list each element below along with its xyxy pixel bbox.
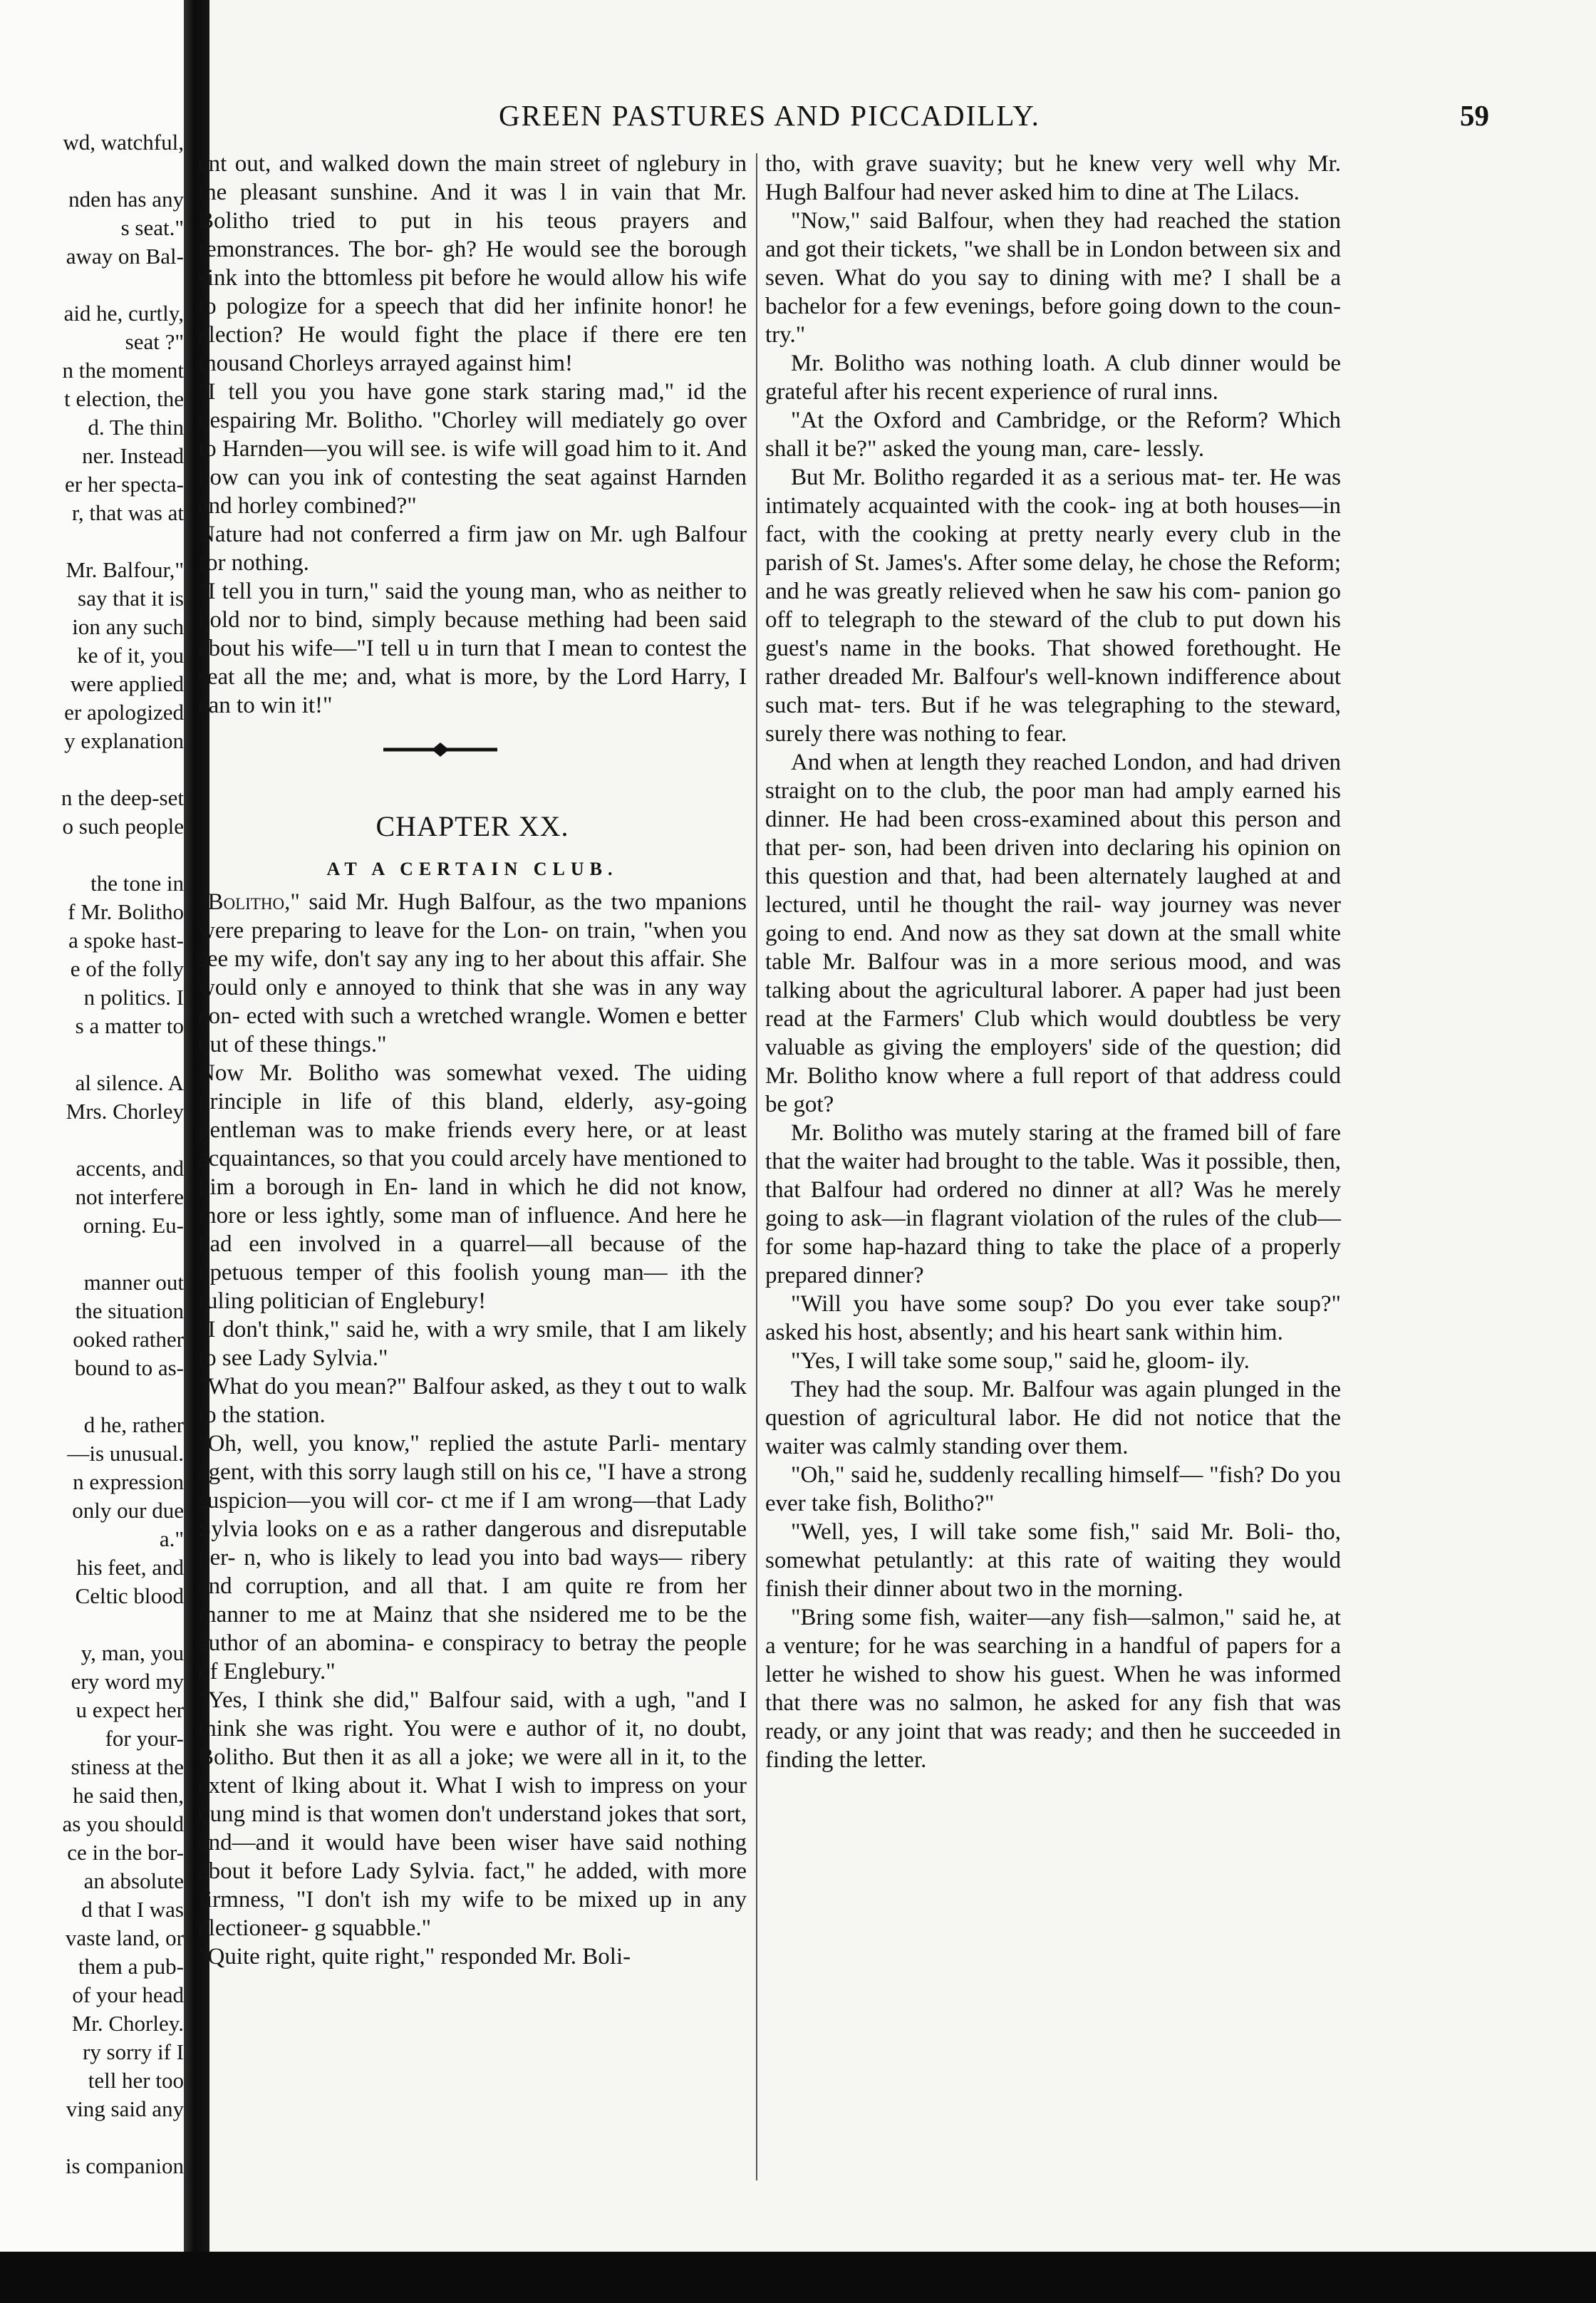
fragment-line: not interfere xyxy=(75,1184,184,1209)
paragraph xyxy=(765,1603,1341,1774)
fragment-line: the situation xyxy=(75,1298,184,1323)
paragraph-text: They had the soup. Mr. Balfour was again plunged in the question of agricultural labor. He did not notice that the waiter was calmly standing over them. xyxy=(765,1377,1341,1459)
fragment-line: them a pub- xyxy=(78,1954,184,1979)
fragment-line: er her specta- xyxy=(65,472,184,497)
fragment-line: were applied xyxy=(70,671,184,696)
chapter-title: CHAPTER XX. xyxy=(375,810,569,842)
paragraph xyxy=(198,1942,747,1971)
paragraph xyxy=(765,1290,1341,1347)
paragraph xyxy=(198,1372,747,1429)
paragraph xyxy=(765,406,1341,463)
fragment-line: Celtic blood xyxy=(75,1583,184,1608)
fragment-line: ving said any xyxy=(66,2096,184,2121)
fragment-line: a spoke hast- xyxy=(68,928,184,953)
fragment-line: he said then, xyxy=(73,1783,184,1808)
section-ornament xyxy=(383,741,497,758)
fragment-line: o such people xyxy=(62,814,184,839)
paragraph-text: Mr. Bolitho was nothing loath. A club dinner would be grateful after his recent experience of rural inns. xyxy=(765,351,1341,405)
column-rule xyxy=(756,153,757,2180)
paragraph-text: "Yes, I will take some soup," said he, gloom- ily. xyxy=(791,1348,1250,1374)
fragment-line: Mr. Balfour," xyxy=(66,557,184,582)
fragment-line: the tone in xyxy=(90,871,184,896)
fragment-line: stiness at the xyxy=(71,1754,184,1779)
fragment-line: accents, and xyxy=(76,1156,184,1181)
paragraph xyxy=(765,207,1341,349)
fragment-line: nden has any xyxy=(68,187,184,212)
paragraph-text: "I tell you you have gone stark staring mad," id the despairing Mr. Bolitho. "Chorley will mediately go over to Harnden—you will see. is wife will goad him to it. And how can you ink of contesting the seat against Harnden and horley combined?" xyxy=(198,379,747,519)
chapter-lead-word: "Bolitho," xyxy=(198,889,309,915)
fragment-line: ry sorry if I xyxy=(82,2039,184,2064)
fragment-line: r, that was at xyxy=(71,500,184,525)
paragraph-text: "Oh, well, you know," replied the astute Parli- mentary agent, with this sorry laugh still on his ce, "I have a strong suspicion—you will cor- ct me if I am wrong—that Lady Sylvia looks on e as a rather dangerous and disreputable per- n, who is likely to lead you into bad ways— ribery and corruption, and all that. I am quite re from her manner to me at Mainz that she nsidered me to be the author of an abomina- e conspiracy to betray the people of Englebury." xyxy=(198,1431,747,1684)
paragraph-text: Mr. Bolitho was mutely staring at the framed bill of fare that the waiter had brought to the table. Was it possible, then, that Balfour had ordered no dinner at all? Was he merely going to ask—in flagrant violation of the rules of the club—for some hap-hazard thing to take the place of a properly prepared dinner? xyxy=(765,1120,1341,1288)
fragment-line: as you should xyxy=(62,1811,184,1836)
fragment-line: ce in the bor- xyxy=(67,1840,184,1865)
fragment-line: d he, rather xyxy=(83,1412,184,1437)
paragraph xyxy=(765,1119,1341,1290)
fragment-line: d that I was xyxy=(81,1897,184,1922)
fragment-line: seat ?" xyxy=(125,329,184,354)
paragraph-text: "Bring some fish, waiter—any fish—salmon," said he, at a venture; for he was searching in a handful of papers for a letter he wished to show his guest. When he was informed that there was no salmon, he asked for any fish that was ready, or any joint that was ready; and then he succeeded in finding the letter. xyxy=(765,1605,1341,1773)
fragment-line: t election, the xyxy=(64,386,184,411)
page-number: 59 xyxy=(1460,99,1489,132)
fragment-line: ner. Instead xyxy=(82,443,184,468)
fragment-line: —is unusual. xyxy=(67,1441,184,1466)
fragment-line: vaste land, or xyxy=(65,1925,184,1950)
fragment-line: for your- xyxy=(105,1726,184,1751)
fragment-line: s a matter to xyxy=(75,1013,184,1038)
scan-edge xyxy=(0,2252,1596,2303)
paragraph xyxy=(198,1429,747,1686)
paragraph xyxy=(198,1059,747,1315)
paragraph xyxy=(765,1375,1341,1461)
paragraph xyxy=(765,349,1341,406)
fragment-line: n the deep-set xyxy=(61,785,184,810)
paragraph-text: "Well, yes, I will take some fish," said Mr. Boli- tho, somewhat petulantly: at this rate of waiting they would finish their dinner about two in the morning. xyxy=(765,1519,1341,1602)
paragraph xyxy=(198,378,747,520)
paragraph xyxy=(765,150,1341,207)
fragment-line: er apologized xyxy=(64,700,184,725)
paragraph xyxy=(765,748,1341,1119)
paragraph-text: "I tell you in turn," said the young man, who as neither to hold nor to bind, simply because mething had been said about his wife—"I tell u in turn that I mean to contest the seat all the me; and, what is more, by the Lord Harry, I ean to win it!" xyxy=(198,579,747,718)
paragraph-text: "What do you mean?" Balfour asked, as they t out to walk to the station. xyxy=(198,1374,747,1428)
paragraph-text: ent out, and walked down the main street of nglebury in the pleasant sunshine. And it was l in vain that Mr. Bolitho tried to put in his teous prayers and remonstrances. The bor- gh? He would see the borough sink into the bttomless pit before he would allow his wife to pologize for a speech that did her infinite honor! he election? He would fight the place if there ere ten thousand Chorleys arrayed against him! xyxy=(198,151,747,376)
fragment-line: manner out xyxy=(83,1270,184,1295)
fragment-line: his feet, and xyxy=(76,1555,184,1580)
right-column xyxy=(765,150,1341,1774)
fragment-line: ke of it, you xyxy=(77,643,184,668)
fragment-line: Mr. Chorley. xyxy=(71,2011,184,2036)
fragment-line: wd, watchful, xyxy=(63,130,184,155)
fragment-line: of your head xyxy=(72,1982,184,2007)
paragraph-text: "Yes, I think she did," Balfour said, with a ugh, "and I think she was right. You were e author of it, no doubt, Bolitho. But then it as all a joke; we were all in it, to the extent of lking about it. What I wish to impress on your oung mind is that women don't understand jokes that sort, and—and it would have been wiser have said nothing about it before Lady Sylvia. fact," he added, with more firmness, "I don't ish my wife to be mixed up in any electioneer- g squabble." xyxy=(198,1687,747,1941)
paragraph xyxy=(765,1347,1341,1375)
paragraph xyxy=(198,520,747,577)
running-title: GREEN PASTURES AND PICCADILLY. xyxy=(499,99,1040,132)
fragment-line: al silence. A xyxy=(75,1070,184,1095)
paragraph-text: tho, with grave suavity; but he knew very well why Mr. Hugh Balfour had never asked him to dine at The Lilacs. xyxy=(765,151,1341,205)
fragment-line: n expression xyxy=(73,1469,184,1494)
paragraph-text: Now Mr. Bolitho was somewhat vexed. The uiding principle in life of this bland, elderly, asy-going gentleman was to make friends every here, or at least acquaintances, so that you could arcely have mentioned to him a borough in En- land in which he did not know, more or less ightly, some man of influence. And here he had een involved in a quarrel—all because of the npetuous temper of this foolish young man— ith the ruling politician of Englebury! xyxy=(198,1060,747,1314)
paragraph-text: Nature had not conferred a firm jaw on Mr. ugh Balfour for nothing. xyxy=(198,522,747,576)
paragraph xyxy=(198,888,747,1059)
fragment-line: ooked rather xyxy=(73,1327,184,1352)
fragment-line: y, man, you xyxy=(81,1640,184,1665)
fragment-line: away on Bal- xyxy=(66,244,184,269)
fragment-line: Mrs. Chorley xyxy=(66,1099,184,1124)
paragraph-text: "Oh," said he, suddenly recalling himself— "fish? Do you ever take fish, Bolitho?" xyxy=(765,1462,1341,1516)
paragraph-text: And when at length they reached London, and had driven straight on to the club, the poor man had amply earned his dinner. He had been cross-examined about this person and that per- son, had been driven into declaring his opinion on this question and that, had been alternately laughed at and lectured, until he thought the rail- way journey was never going to end. And now as they sat down at the small white table Mr. Balfour was in a more serious mood, and was talking about the agricultural laborer. A paper had just been read at the Farmers' Club which would doubtless be very valuable as giving the employers' side of the question; did Mr. Bolitho know where a full report of that address could be got? xyxy=(765,750,1341,1117)
fragment-line: only our due xyxy=(72,1498,184,1523)
fragment-line: say that it is xyxy=(78,586,184,611)
paragraph-text: "I don't think," said he, with a wry smile, that I am likely to see Lady Sylvia." xyxy=(198,1317,747,1371)
middle-column xyxy=(198,150,747,1971)
fragment-line: n the moment xyxy=(62,358,184,383)
paragraph-text: "At the Oxford and Cambridge, or the Reform? Which shall it be?" asked the young man, care- lessly. xyxy=(765,408,1341,462)
fragment-line: ery word my xyxy=(71,1669,184,1694)
paragraph xyxy=(198,577,747,720)
ornament-spacer xyxy=(198,720,747,770)
fragment-line: s seat." xyxy=(120,215,184,240)
fragment-line: orning. Eu- xyxy=(83,1213,184,1238)
fragment-line: y explanation xyxy=(64,728,184,753)
paragraph xyxy=(765,1461,1341,1518)
adjacent-page-fragment xyxy=(0,0,184,2252)
chapter-subtitle: AT A CERTAIN CLUB. xyxy=(326,859,618,879)
paragraph xyxy=(765,1518,1341,1603)
fragment-line: u expect her xyxy=(76,1697,184,1722)
fragment-line: a." xyxy=(159,1526,184,1551)
fragment-line: is companion xyxy=(65,2153,184,2178)
chapter-body xyxy=(198,888,747,1971)
fragment-line: ion any such xyxy=(72,614,184,639)
fragment-line: aid he, curtly, xyxy=(63,301,184,326)
paragraph-text: "Quite right, quite right," responded Mr. Boli- xyxy=(198,1944,631,1970)
fragment-line: an absolute xyxy=(83,1868,184,1893)
paragraph xyxy=(198,150,747,378)
fragment-line: n politics. I xyxy=(83,985,184,1010)
paragraph-text: But Mr. Bolitho regarded it as a serious mat- ter. He was intimately acquainted with the cook- ing at both houses—in fact, with the cooking at pretty nearly every club in the parish of St. James's. After some delay, he chose the Reform; and he was greatly relieved when he saw his com- panion go off to telegraph to the steward of the club to put down his guest's name in the books. That showed forethought. He rather dreaded Mr. Balfour's well-known indifference about such mat- ters. But if he was telegraphing to the steward, surely there was nothing to fear. xyxy=(765,465,1341,747)
fragment-line: e of the folly xyxy=(70,956,184,981)
paragraph xyxy=(198,1686,747,1942)
paragraph-text: said Mr. Hugh Balfour, as the two mpanions were preparing to leave for the Lon- on train, "when you see my wife, don't say any ing to her about this affair. She would only e annoyed to think that she was in any way con- ected with such a wretched wrangle. Women e better out of these things." xyxy=(198,889,747,1057)
fragment-line: f Mr. Bolitho xyxy=(68,899,184,924)
paragraph xyxy=(765,463,1341,748)
pre-chapter-text xyxy=(198,150,747,720)
page-header xyxy=(214,98,1553,134)
paragraph-text: "Will you have some soup? Do you ever take soup?" asked his host, absently; and his heart sank within him. xyxy=(765,1291,1341,1345)
fragment-line: bound to as- xyxy=(74,1355,184,1380)
fragment-line: tell her too xyxy=(88,2068,184,2093)
paragraph-text: "Now," said Balfour, when they had reached the station and got their tickets, "we shall be in London between six and seven. What do you say to dining with me? I shall be a bachelor for a few evenings, before going down to the coun- try." xyxy=(765,208,1341,348)
paragraph xyxy=(198,1315,747,1372)
fragment-line: d. The thin xyxy=(88,415,184,440)
